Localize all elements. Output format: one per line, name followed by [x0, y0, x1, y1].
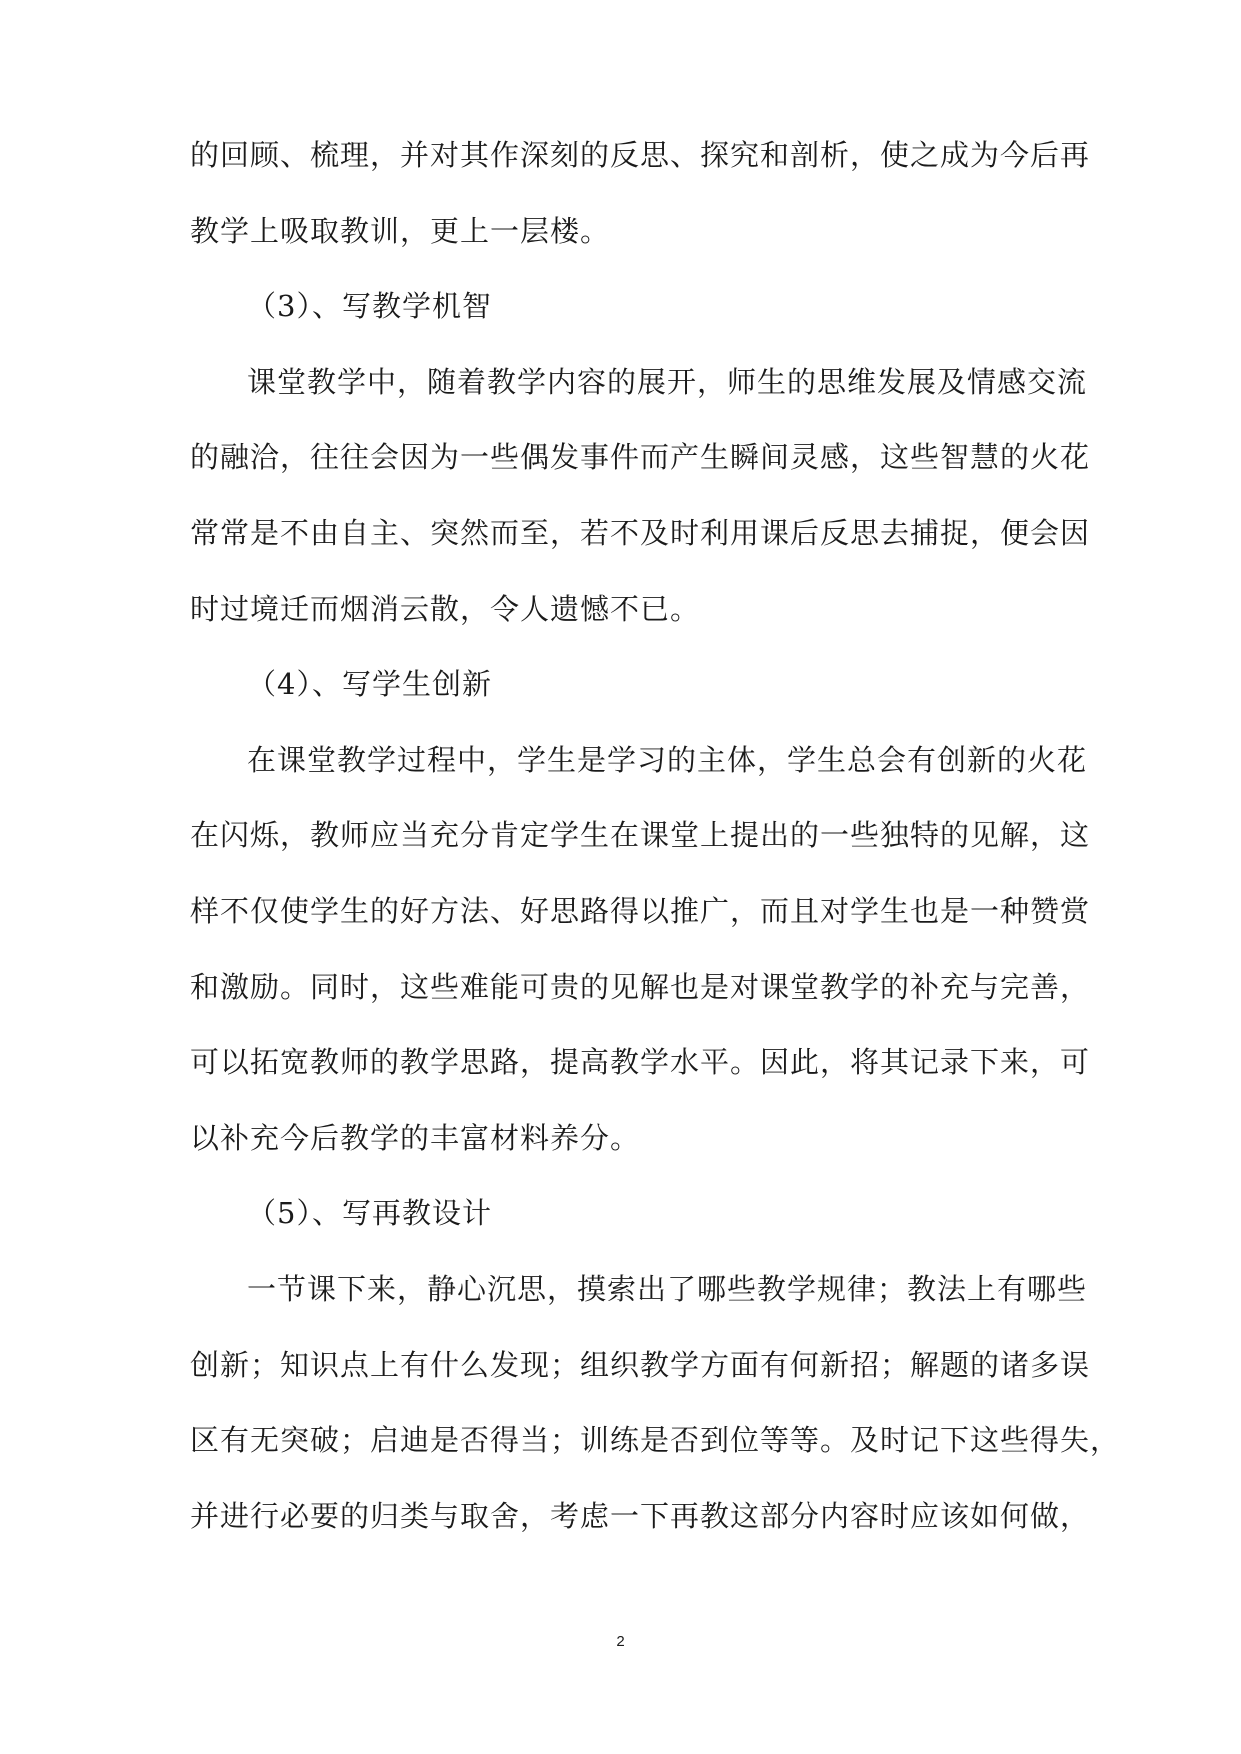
- text-line: 的融洽，往往会因为一些偶发事件而产生瞬间灵感，这些智慧的火花: [190, 440, 1091, 475]
- text-line: 以补充今后教学的丰富材料养分。: [190, 1120, 641, 1155]
- text-line: 和激励。同时，这些难能可贵的见解也是对课堂教学的补充与完善，: [190, 969, 1091, 1004]
- text-line: 在课堂教学过程中，学生是学习的主体，学生总会有创新的火花: [247, 742, 1088, 777]
- text-line: 常常是不由自主、突然而至，若不及时利用课后反思去捕捉，便会因: [190, 515, 1091, 550]
- section-heading-3: （3）、写教学机智: [247, 289, 492, 324]
- text-line: 课堂教学中，随着教学内容的展开，师生的思维发展及情感交流: [247, 364, 1088, 399]
- text-line: 时过境迁而烟消云散，令人遗憾不已。: [190, 591, 701, 626]
- text-line: 的回顾、梳理，并对其作深刻的反思、探究和剖析，使之成为今后再: [190, 138, 1091, 172]
- text-line: 教学上吸取教训，更上一层楼。: [190, 213, 611, 248]
- page-number: 2: [616, 1633, 625, 1650]
- text-line: 可以拓宽教师的教学思路，提高教学水平。因此，将其记录下来，可: [190, 1045, 1091, 1080]
- section-heading-4: （4）、写学生创新: [247, 667, 492, 702]
- text-line: 在闪烁，教师应当充分肯定学生在课堂上提出的一些独特的见解，这: [190, 818, 1091, 853]
- text-line: 区有无突破；启迪是否得当；训练是否到位等等。及时记下这些得失，: [190, 1423, 1121, 1458]
- text-line: 一节课下来，静心沉思，摸索出了哪些教学规律；教法上有哪些: [247, 1271, 1088, 1306]
- text-line: 样不仅使学生的好方法、好思路得以推广，而且对学生也是一种赞赏: [190, 893, 1091, 928]
- text-line: 并进行必要的归类与取舍，考虑一下再教这部分内容时应该如何做，: [190, 1498, 1091, 1533]
- text-line: 创新；知识点上有什么发现；组织教学方面有何新招；解题的诸多误: [190, 1347, 1091, 1382]
- body-text: [190, 136, 1121, 1572]
- section-heading-5: （5）、写再教设计: [247, 1196, 492, 1231]
